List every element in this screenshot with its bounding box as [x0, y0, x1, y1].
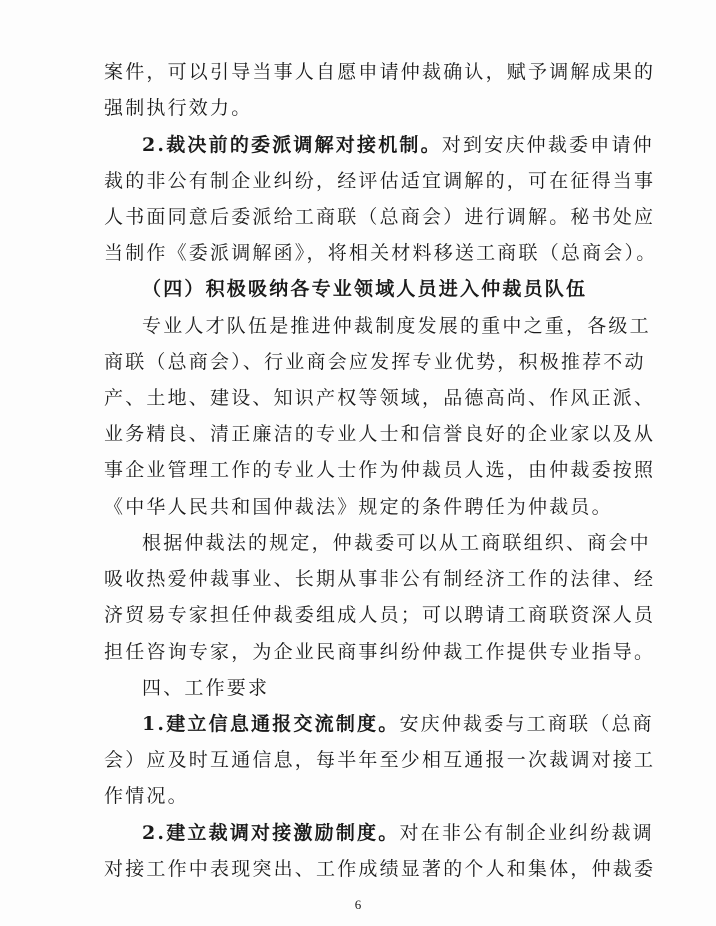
text-line — [0, 54, 716, 90]
text-segment: 担任咨询专家，为企业民商事纠纷仲裁工作提供专业指导。 — [104, 641, 656, 663]
text-line — [0, 706, 716, 742]
page-number: 6 — [354, 897, 362, 912]
text-segment-bold: 2.裁决前的委派调解对接机制。 — [142, 134, 442, 156]
text-segment-bold: 1.建立信息通报交流制度。 — [142, 713, 400, 735]
text-line — [0, 452, 716, 488]
text-line — [0, 163, 716, 199]
text-segment: 产、土地、建设、知识产权等领域，品德高尚、作风正派、 — [104, 387, 656, 409]
text-segment: 对在非公有制企业纠纷裁调 — [399, 822, 654, 844]
text-segment: 强制执行效力。 — [104, 97, 253, 119]
text-segment-bold: 2.建立裁调对接激励制度。 — [142, 822, 400, 844]
text-line — [0, 742, 716, 778]
text-segment: 商联（总商会）、行业商会应发挥专业优势，积极推荐不动 — [104, 351, 646, 373]
text-segment: 裁的非公有制企业纠纷，经评估适宜调解的，可在征得当事 — [104, 170, 656, 192]
text-segment: 专业人才队伍是推进仲裁制度发展的重中之重，各级工 — [142, 315, 651, 337]
text-line — [0, 778, 716, 814]
section-heading — [0, 670, 716, 706]
text-line — [0, 416, 716, 452]
text-segment: 根据仲裁法的规定，仲裁委可以从工商联组织、商会中 — [142, 532, 651, 554]
text-segment: 案件，可以引导当事人自愿申请仲裁确认，赋予调解成果的 — [104, 61, 656, 83]
text-line — [0, 308, 716, 344]
text-line — [0, 561, 716, 597]
text-segment: 会）应及时互通信息，每半年至少相互通报一次裁调对接工 — [104, 749, 656, 771]
text-segment: 对接工作中表现突出、工作成绩显著的个人和集体，仲裁委 — [104, 858, 656, 880]
text-line — [0, 525, 716, 561]
text-line — [0, 344, 716, 380]
text-line — [0, 199, 716, 235]
text-line — [0, 851, 716, 887]
text-line — [0, 235, 716, 271]
text-line — [0, 90, 716, 126]
text-segment: 安庆仲裁委与工商联（总商 — [399, 713, 654, 735]
text-line — [0, 489, 716, 525]
text-line — [0, 127, 716, 163]
text-line — [0, 380, 716, 416]
text-line — [0, 815, 716, 851]
text-segment: 人书面同意后委派给工商联（总商会）进行调解。秘书处应 — [104, 206, 656, 228]
text-segment: 业务精良、清正廉洁的专业人士和信誉良好的企业家以及从 — [104, 423, 656, 445]
text-line — [0, 597, 716, 633]
text-segment: 当制作《委派调解函》，将相关材料移送工商联（总商会）。 — [104, 242, 658, 264]
text-segment: 《中华人民共和国仲裁法》规定的条件聘任为仲裁员。 — [104, 496, 613, 518]
text-line — [0, 634, 716, 670]
text-segment-bold: （四）积极吸纳各专业领域人员进入仲裁员队伍 — [142, 278, 588, 300]
text-segment: 吸收热爱仲裁事业、长期从事非公有制经济工作的法律、经 — [104, 568, 656, 590]
text-segment: 对到安庆仲裁委申请仲 — [441, 134, 654, 156]
text-segment: 济贸易专家担任仲裁委组成人员；可以聘请工商联资深人员 — [104, 604, 656, 626]
text-segment: 事企业管理工作的专业人士作为仲裁员人选，由仲裁委按照 — [104, 459, 656, 481]
section-heading — [0, 271, 716, 307]
text-segment: 作情况。 — [104, 785, 189, 807]
text-segment: 四、工作要求 — [142, 677, 270, 699]
